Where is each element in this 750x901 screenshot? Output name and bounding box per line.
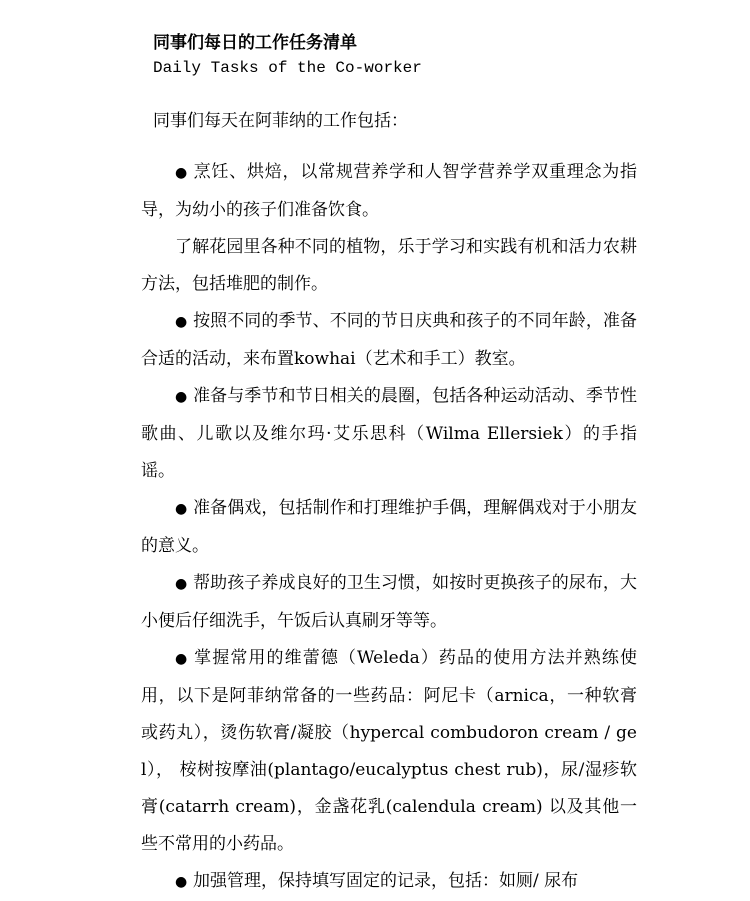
task-list	[141, 154, 637, 901]
task-item-text: 准备与季节和节日相关的晨圈，包括各种运动活动、季节性歌曲、儿歌以及维尔玛·艾乐思科（Wilma Ellersiek）的手指谣。	[141, 386, 637, 481]
bullet-icon: ●	[175, 501, 188, 517]
bullet-icon: ●	[175, 576, 188, 592]
title-chinese: 同事们每日的工作任务清单	[153, 33, 357, 53]
task-item	[141, 490, 637, 565]
task-item-text: 帮助孩子养成良好的卫生习惯，如按时更换孩子的尿布，大小便后仔细洗手，午饭后认真刷牙等等。	[141, 573, 637, 631]
task-item	[141, 565, 637, 640]
bullet-icon: ●	[175, 314, 188, 330]
task-item-text: 了解花园里各种不同的植物，乐于学习和实践有机和活力农耕方法，包括堆肥的制作。	[141, 237, 637, 294]
task-item-text: 准备偶戏，包括制作和打理维护手偶，理解偶戏对于小朋友的意义。	[141, 498, 637, 556]
task-item	[141, 229, 637, 303]
task-item	[141, 640, 637, 863]
task-item-text: 烹饪、烘焙，以常规营养学和人智学营养学双重理念为指导，为幼小的孩子们准备饮食。	[141, 162, 637, 220]
task-item	[141, 378, 637, 490]
task-item-text: 掌握常用的维蕾德（Weleda）药品的使用方法并熟练使用，以下是阿菲纳常备的一些药品：阿尼卡（arnica，一种软膏或药丸），烫伤软膏/凝胶（hypercal combudoron cream / gel）， 桉树按摩油(plantago/eucalyptus chest rub)，尿/湿疹软膏(catarrh cream)，金盏花乳(calendula cream) 以及其他一些不常用的小药品。	[141, 648, 637, 854]
bullet-icon: ●	[175, 651, 188, 667]
bullet-icon: ●	[175, 874, 188, 890]
intro-line: 同事们每天在阿菲纳的工作包括：	[153, 111, 408, 131]
task-item	[141, 154, 637, 229]
task-item	[141, 303, 637, 378]
bullet-icon: ●	[175, 389, 188, 405]
task-item-text: 按照不同的季节、不同的节日庆典和孩子的不同年龄，准备合适的活动，来布置kowhai（艺术和手工）教室。	[141, 311, 637, 369]
task-item	[141, 863, 637, 901]
bullet-icon: ●	[175, 165, 188, 181]
title-english: Daily Tasks of the Co-worker	[153, 59, 422, 77]
task-item-text: 加强管理，保持填写固定的记录，包括：如厕/ 尿布	[193, 871, 579, 891]
